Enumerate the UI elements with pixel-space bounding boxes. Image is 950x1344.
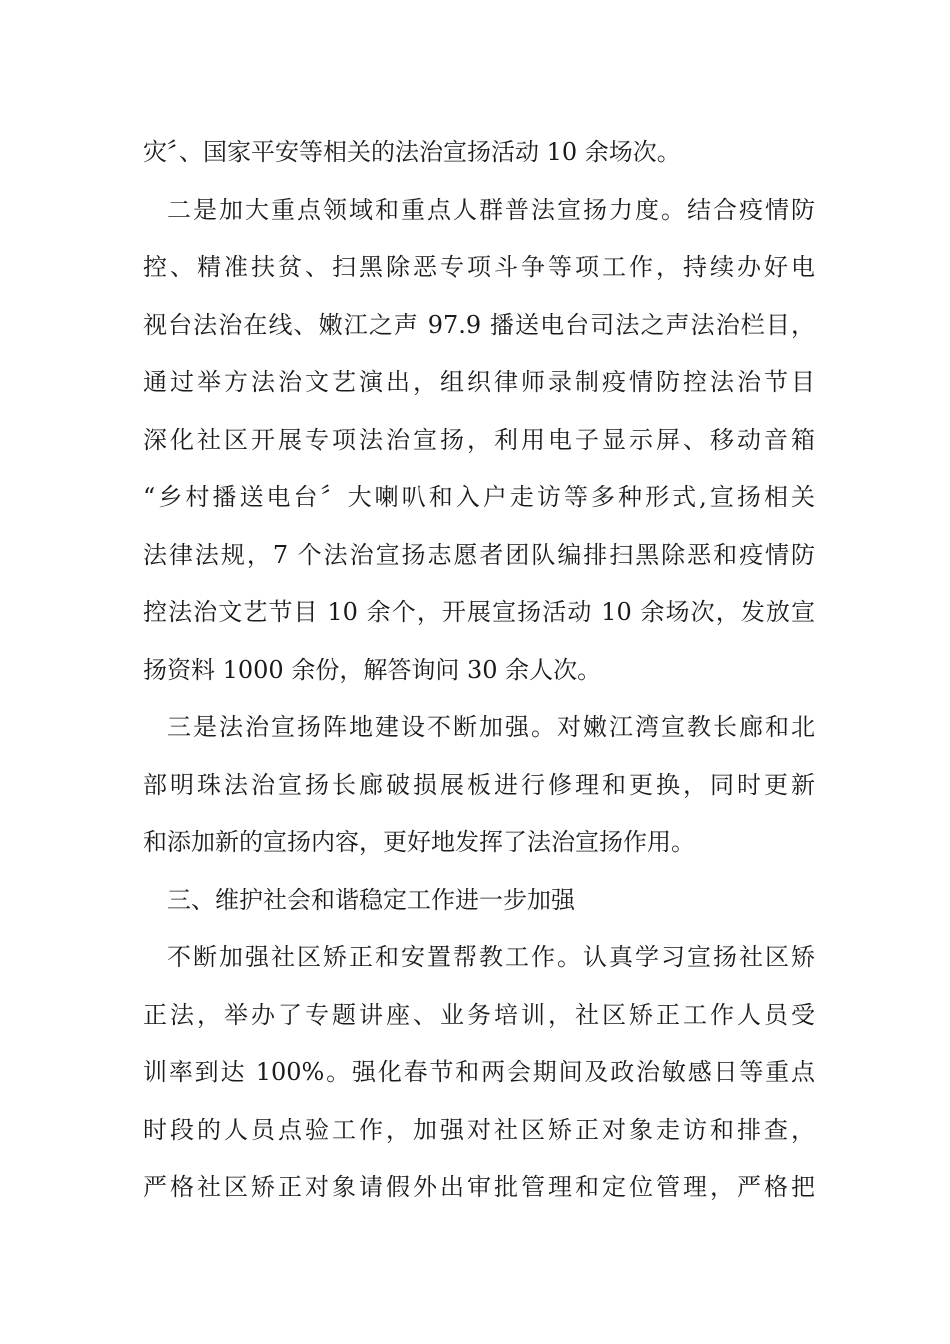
text-line: 扬资料 1000 余份，解答询问 30 余人次。 bbox=[143, 655, 602, 684]
text-line: 通过举方法治文艺演出，组织律师录制疫情防控法治节目 bbox=[143, 368, 815, 396]
text-line: 三、维护社会和谐稳定工作进一步加强 bbox=[167, 885, 575, 914]
text-line: “乡村播送电台〞大喇叭和入户走访等多种形式,宣扬相关 bbox=[143, 483, 815, 511]
text-line: 二是加大重点领域和重点人群普法宣扬力度。结合疫情防 bbox=[167, 195, 815, 224]
text-line: 训率到达 100%。强化春节和两会期间及政治敏感日等重点 bbox=[143, 1058, 815, 1086]
paragraph-p5 bbox=[143, 929, 815, 1217]
paragraph-p3 bbox=[143, 699, 815, 872]
text-line: 严格社区矫正对象请假外出审批管理和定位管理，严格把 bbox=[143, 1173, 815, 1201]
text-line: 控、精准扶贫、扫黑除恶专项斗争等项工作，持续办好电 bbox=[143, 253, 815, 281]
text-line: 和添加新的宣扬内容，更好地发挥了法治宣扬作用。 bbox=[143, 828, 695, 856]
text-line: 深化社区开展专项法治宣扬，利用电子显示屏、移动音箱 bbox=[143, 425, 815, 454]
text-line: 法律法规，7 个法治宣扬志愿者团队编排扫黑除恶和疫情防 bbox=[143, 540, 815, 569]
text-line: 正法，举办了专题讲座、业务培训，社区矫正工作人员受 bbox=[143, 1000, 815, 1029]
text-line: 视台法治在线、嫩江之声 97.9 播送电台司法之声法治栏目， bbox=[143, 310, 815, 339]
paragraph-p1 bbox=[143, 124, 815, 182]
text-line: 不断加强社区矫正和安置帮教工作。认真学习宣扬社区矫 bbox=[167, 943, 815, 971]
paragraph-p4 bbox=[143, 872, 815, 930]
document-body bbox=[143, 124, 815, 1217]
text-line: 三是法治宣扬阵地建设不断加强。对嫩江湾宣教长廊和北 bbox=[167, 713, 815, 741]
text-line: 灾〞、国家平安等相关的法治宣扬活动 10 余场次。 bbox=[143, 138, 681, 166]
text-line: 时段的人员点验工作，加强对社区矫正对象走访和排查， bbox=[143, 1115, 815, 1144]
paragraph-p2 bbox=[143, 182, 815, 700]
text-line: 部明珠法治宣扬长廊破损展板进行修理和更换，同时更新 bbox=[143, 770, 815, 799]
text-line: 控法治文艺节目 10 余个，开展宣扬活动 10 余场次，发放宣 bbox=[143, 598, 815, 626]
